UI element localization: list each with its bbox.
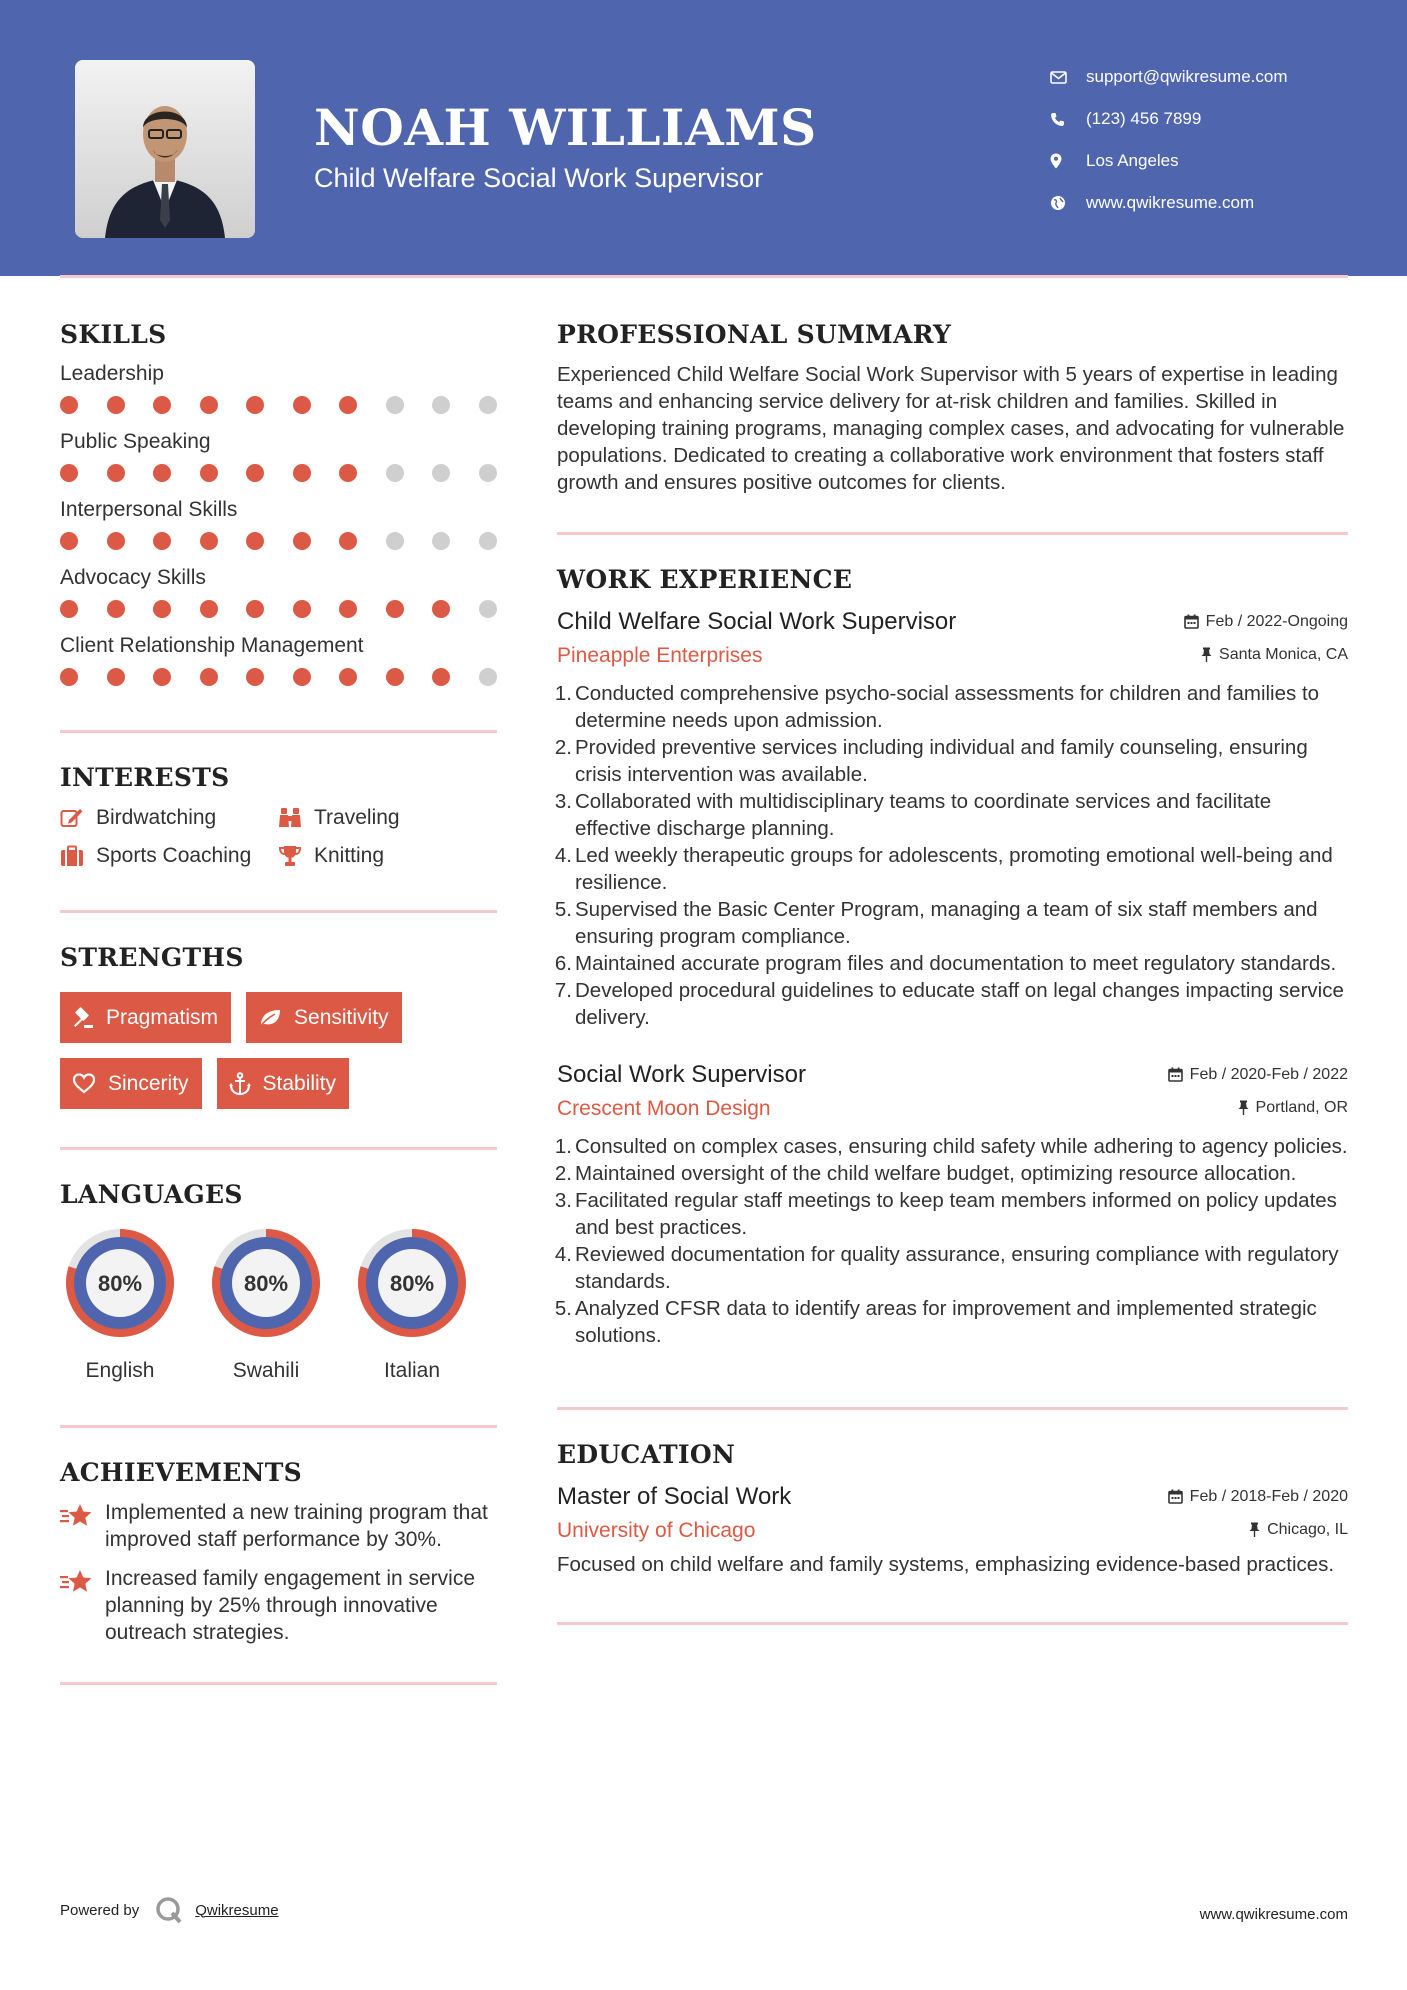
company-name: Crescent Moon Design [557,1097,771,1120]
pushpin-icon [1201,647,1212,662]
rating-dot-filled [60,532,78,550]
language-progress-ring [60,1223,180,1343]
rating-dot-filled [200,532,218,550]
rating-dot-filled [293,600,311,618]
job-title: Social Work Supervisor [557,1061,806,1088]
responsibility-item: Consulted on complex cases, ensuring child safety while adhering to agency policies. [575,1135,1348,1158]
rating-dot-filled [60,396,78,414]
interests-list [60,806,497,868]
strengths-heading: STRENGTHS [60,943,244,972]
language-item [352,1223,472,1383]
rating-dot-filled [293,464,311,482]
skills-heading: SKILLS [60,320,167,349]
qwikresume-link[interactable]: Qwikresume [195,1901,279,1919]
section-divider [60,910,497,913]
section-divider [60,1147,497,1150]
job-responsibilities [557,680,1348,1031]
rating-dot-filled [60,464,78,482]
rating-dot-filled [339,668,357,686]
rating-dot-filled [339,396,357,414]
rating-dot-filled [386,600,404,618]
education-heading: EDUCATION [557,1440,736,1469]
right-column [557,320,1348,1625]
degree-title: Master of Social Work [557,1483,792,1510]
pushpin-icon [1238,1100,1249,1115]
languages-heading: LANGUAGES [60,1180,243,1209]
job-date-text: Feb / 2022-Ongoing [1205,612,1348,630]
job-date-text: Feb / 2020-Feb / 2022 [1189,1065,1348,1083]
language-item [60,1223,180,1383]
rating-dot-filled [200,464,218,482]
skill-name: Interpersonal Skills [60,498,238,521]
rating-dot-filled [432,600,450,618]
responsibility-item: Conducted comprehensive psycho-social assessments for children and families to determine needs upon admission. [575,682,1320,732]
skill-rating [60,464,497,482]
footer-powered-by [60,1896,279,1924]
interests-section [60,763,497,913]
job-subheader [557,644,1348,668]
rating-dot-filled [386,668,404,686]
skills-list [60,362,497,686]
binoculars-icon [278,807,314,829]
header-divider [60,275,1348,278]
language-name: Swahili [232,1359,300,1382]
calendar-icon [1168,1067,1183,1082]
languages-section [60,1180,497,1428]
language-percent: 80% [97,1271,143,1296]
school-name: University of Chicago [557,1519,756,1542]
company-name: Pineapple Enterprises [557,644,763,667]
resume-header [0,0,1407,276]
job-header [557,1061,1348,1089]
rating-dot-empty [432,396,450,414]
rating-dot-filled [293,396,311,414]
candidate-name: NOAH WILLIAMS [314,98,817,157]
summary-section [557,320,1348,535]
envelope-icon [1050,71,1086,84]
contact-email-text: support@qwikresume.com [1086,67,1288,86]
responsibility-item: Reviewed documentation for quality assurance, ensuring compliance with regulatory standards. [575,1243,1339,1293]
phone-icon [1050,112,1086,127]
edit-pencil-icon [60,807,96,829]
education-location [1249,1521,1348,1539]
powered-by-label: Powered by [60,1901,140,1919]
job-location [1201,646,1348,664]
job-location-text: Santa Monica, CA [1219,645,1348,663]
rating-dot-filled [293,668,311,686]
skill-rating [60,668,497,686]
rating-dot-filled [107,600,125,618]
languages-list [60,1223,497,1383]
rating-dot-empty [479,532,497,550]
rating-dot-filled [60,668,78,686]
education-location-text: Chicago, IL [1267,1520,1348,1538]
education-section [557,1440,1348,1625]
interest-item [278,844,497,868]
calendar-icon [1168,1489,1183,1504]
job-header [557,608,1348,636]
contact-website-text: www.qwikresume.com [1086,193,1255,212]
globe-icon [1050,195,1086,211]
achievements-section [60,1458,497,1685]
achievement-item [60,1565,497,1646]
rating-dot-filled [107,464,125,482]
job-location-text: Portland, OR [1255,1098,1348,1116]
responsibility-item: Developed procedural guidelines to educate staff on legal changes impacting service delivery. [575,979,1344,1029]
interest-label: Birdwatching [96,806,217,829]
interests-heading: INTERESTS [60,763,230,792]
rating-dot-filled [107,396,125,414]
rating-dot-empty [479,464,497,482]
rating-dot-empty [386,532,404,550]
rating-dot-filled [200,668,218,686]
summary-text: Experienced Child Welfare Social Work Supervisor with 5 years of expertise in leading teams and enhancing service delivery for at-risk children and families. Skilled in developing training programs, managing complex cases, and advocating for vulnerable populations. Dedicated to creating a collaborative work environment that fosters staff growth and ensures positive outcomes for clients. [557,363,1345,494]
education-header [557,1483,1348,1511]
rating-dot-filled [153,464,171,482]
skill-name: Leadership [60,362,164,385]
section-divider [60,1425,497,1428]
education-description: Focused on child welfare and family systems, emphasizing evidence-based practices. [557,1553,1335,1576]
rating-dot-filled [60,600,78,618]
language-progress-ring [352,1223,472,1343]
job-location [1238,1099,1348,1117]
job-entry [557,1061,1348,1349]
interest-label: Traveling [314,806,400,829]
responsibility-item: Maintained oversight of the child welfare budget, optimizing resource allocation. [575,1162,1297,1185]
interest-item [60,844,278,868]
rating-dot-filled [153,668,171,686]
job-responsibilities [557,1133,1348,1349]
rating-dot-filled [339,464,357,482]
experience-heading: WORK EXPERIENCE [557,565,853,594]
responsibility-item: Analyzed CFSR data to identify areas for improvement and implemented strategic solutions. [575,1297,1317,1347]
education-date-text: Feb / 2018-Feb / 2020 [1189,1487,1348,1505]
rating-dot-filled [200,600,218,618]
anchor-icon [229,1072,251,1096]
rating-dot-empty [479,396,497,414]
strength-tag [246,992,402,1043]
language-percent: 80% [389,1271,435,1296]
contact-list [1050,56,1288,224]
strength-tag [217,1058,350,1109]
heart-icon [72,1073,96,1094]
rating-dot-filled [246,600,264,618]
strength-tag [60,1058,202,1109]
rating-dot-filled [246,532,264,550]
rating-dot-empty [432,464,450,482]
rating-dot-filled [339,532,357,550]
achievements-heading: ACHIEVEMENTS [60,1458,302,1487]
language-percent: 80% [243,1271,289,1296]
section-divider [60,730,497,733]
skill-rating [60,532,497,550]
job-date [1184,613,1348,631]
job-title: Child Welfare Social Work Supervisor [557,608,957,635]
section-divider [557,532,1348,535]
contact-email[interactable] [1050,56,1288,98]
candidate-title: Child Welfare Social Work Supervisor [314,163,764,193]
rating-dot-empty [386,464,404,482]
calendar-icon [1184,614,1199,629]
rating-dot-empty [479,668,497,686]
responsibility-item: Provided preventive services including individual and family counseling, ensuring crisis intervention was available. [575,736,1308,786]
qwikresume-logo-icon [155,1896,183,1924]
achievement-text: Implemented a new training program that improved staff performance by 30%. [105,1501,488,1551]
strength-tag [60,992,231,1043]
language-name: English [85,1359,155,1382]
rating-dot-empty [432,532,450,550]
rating-dot-filled [200,396,218,414]
summary-heading: PROFESSIONAL SUMMARY [557,320,952,349]
job-entry [557,608,1348,1031]
location-pin-icon [1050,153,1086,169]
responsibility-item: Maintained accurate program files and documentation to meet regulatory standards. [575,952,1337,975]
briefcase-icon [60,845,96,867]
rating-dot-empty [386,396,404,414]
profile-photo [75,60,255,238]
rating-dot-filled [107,532,125,550]
education-date [1168,1488,1348,1506]
job-date [1168,1066,1348,1084]
language-progress-ring [206,1223,326,1343]
rating-dot-filled [246,464,264,482]
rating-dot-empty [479,600,497,618]
rating-dot-filled [246,396,264,414]
job-subheader [557,1097,1348,1121]
rating-dot-filled [153,396,171,414]
trophy-icon [278,845,314,867]
pushpin-icon [1249,1522,1260,1537]
section-divider [60,1682,497,1685]
contact-phone[interactable] [1050,98,1288,140]
gavel-icon [72,1007,94,1029]
skill-name: Advocacy Skills [60,566,206,589]
strength-label: Stability [262,1071,337,1095]
responsibility-item: Facilitated regular staff meetings to keep team members informed on policy updates and best practices. [575,1189,1337,1239]
strength-label: Sensitivity [294,1005,389,1029]
star-badge-icon [60,1499,105,1553]
language-name: Italian [383,1359,441,1382]
skill-rating [60,396,497,414]
skills-section [60,320,497,733]
contact-location [1050,140,1288,182]
interest-item [278,806,497,830]
contact-website[interactable] [1050,182,1288,224]
left-column [60,320,497,1685]
contact-phone-text: (123) 456 7899 [1086,109,1202,128]
rating-dot-filled [153,600,171,618]
contact-location-text: Los Angeles [1086,151,1179,170]
responsibility-item: Led weekly therapeutic groups for adolescents, promoting emotional well-being and resilience. [575,844,1333,894]
interest-item [60,806,278,830]
section-divider [557,1622,1348,1625]
rating-dot-filled [107,668,125,686]
achievement-item [60,1499,497,1553]
skill-name: Public Speaking [60,430,211,453]
strength-label: Sincerity [108,1071,189,1095]
experience-section [557,565,1348,1410]
strengths-list [60,992,497,1109]
interest-label: Sports Coaching [96,844,252,867]
skill-rating [60,600,497,618]
responsibility-item: Collaborated with multidisciplinary teams to coordinate services and facilitate effective discharge planning. [575,790,1272,840]
education-subheader [557,1519,1348,1543]
interest-label: Knitting [314,844,385,867]
star-badge-icon [60,1565,105,1646]
rating-dot-filled [246,668,264,686]
leaf-icon [258,1008,282,1028]
responsibility-item: Supervised the Basic Center Program, managing a team of six staff members and ensuring program compliance. [575,898,1318,948]
language-item [206,1223,326,1383]
rating-dot-filled [339,600,357,618]
section-divider [557,1407,1348,1410]
strengths-section [60,943,497,1150]
achievement-text: Increased family engagement in service planning by 25% through innovative outreach strategies. [105,1567,476,1644]
person-photo-illustration [75,60,255,238]
skill-name: Client Relationship Management [60,634,364,657]
strength-label: Pragmatism [106,1005,219,1029]
rating-dot-filled [293,532,311,550]
footer-url[interactable]: www.qwikresume.com [1199,1906,1348,1923]
rating-dot-filled [153,532,171,550]
rating-dot-filled [432,668,450,686]
